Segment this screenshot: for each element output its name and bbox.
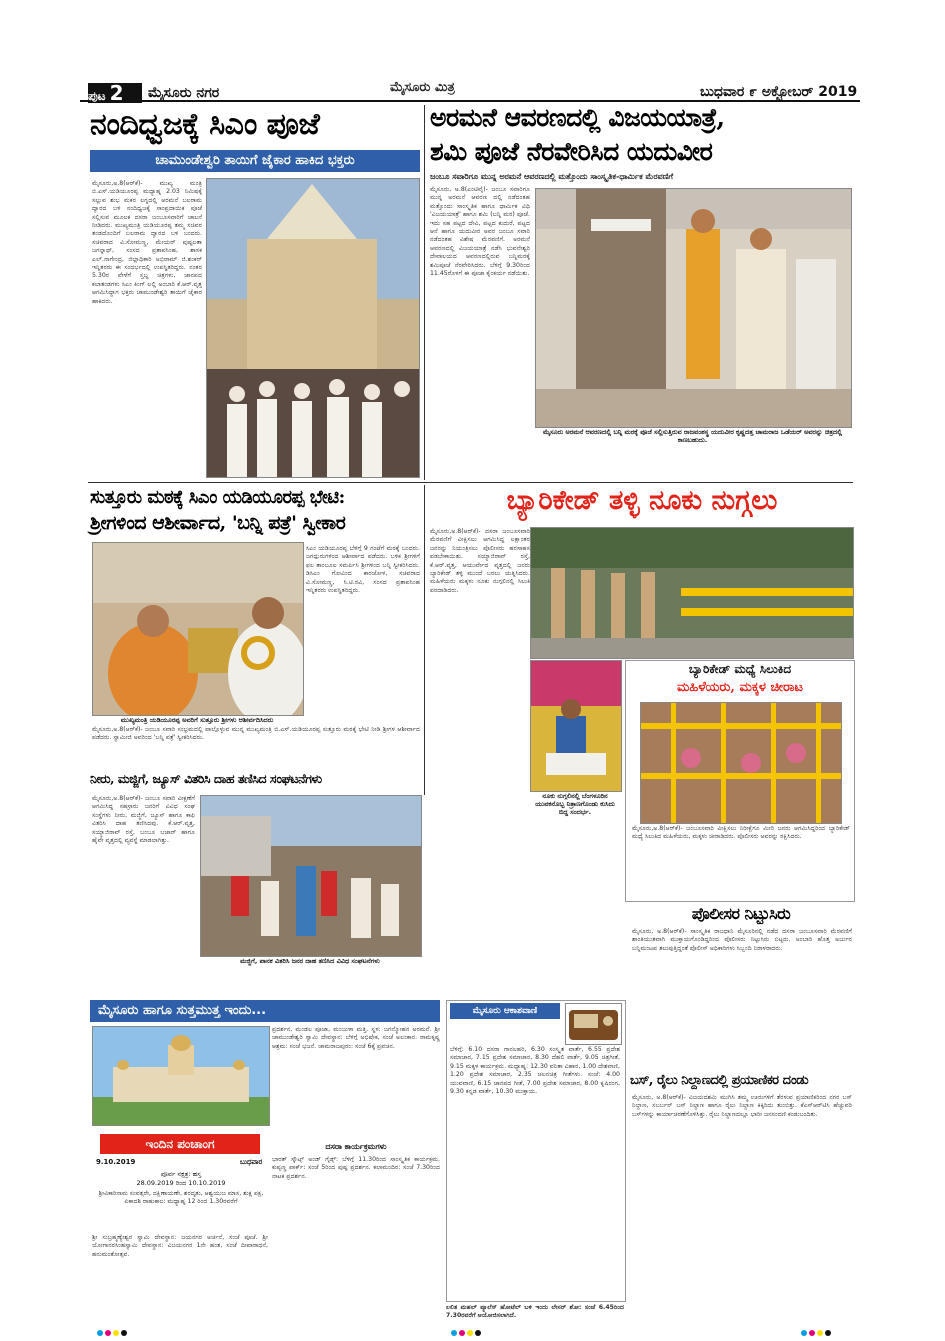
story5-body: ಮೈಸೂರು,ಅ.8(ಆರ್‌ಕೆ)- ದಸರಾ ಜಂಬೂಸವಾರಿ ಮೆರವಣಿಗೆ ವೀಕ್ಷಿಸಲು ಆಗಮಿಸಿದ್ದ ಲಕ್ಷಾಂತರ ಜನರನ್ನು ನಿಯಂತ್ರಿಸಲು ಪೊಲೀಸರು ಹರಸಾಹಸ ಪಡಬೇಕಾಯಿತು. ಸಯ್ಯಾಜಿರಾವ್ ರಸ್ತೆ, ಕೆ.ಆರ್.ವೃತ್ತ, ಆಯುರ್ವೇದ ವೃತ್ತದಲ್ಲಿ ಜನರು ಬ್ಯಾರಿಕೇಡ್ ತಳ್ಳಿ ಮುಂದೆ ಬರಲು ಯತ್ನಿಸಿದರು. ಮಹಿಳೆಯರು ಮಕ್ಕಳು ನೂಕು ನುಗ್ಗಲಿನಲ್ಲಿ ಸಿಲುಕಿ ಪರದಾಡಿದರು. (430, 528, 530, 594)
panchanga-date: 9.10.2019 (96, 1158, 136, 1166)
events-mid-heading: ದಸರಾ ಕಾರ್ಯಕ್ರಮಗಳು (325, 1142, 387, 1151)
panchanga-title: ಇಂದಿನ ಪಂಚಾಂಗ (100, 1134, 260, 1154)
column-rule (424, 105, 425, 480)
page-number: 2 (109, 81, 124, 105)
story3-caption: ಮುಖ್ಯಮಂತ್ರಿ ಯಡಿಯೂರಪ್ಪ ಅವರಿಗೆ ಸುತ್ತೂರು ಶ್ರೀಗಳು ಆಶೀರ್ವದಿಸಿದರು (120, 716, 274, 724)
story4-body-continued (200, 968, 420, 992)
column-rule (424, 485, 425, 795)
story6-headline: ಪೊಲೀಸರ ನಿಟ್ಟುಸಿರು (691, 904, 791, 923)
events-mid-text-2: ಭಾರತ್ ಸ್ಕೌಟ್ಸ್ ಅಂಡ್ ಗೈಡ್ಸ್: ಬೆಳಿಗ್ಗೆ 11.30ರಿಂದ ಸಾಂಸ್ಕೃತಿಕ ಕಾರ್ಯಕ್ರಮ. ಕುಪ್ಪಣ್ಣ ಪಾರ್ಕ್: ಸಂಜೆ 5ರಿಂದ ಪುಷ್ಪ ಪ್ರದರ್ಶನ. ಕಲಾಮಂದಿರ: ಸಂಜೆ 7.30ರಿಂದ ನಾಟಕ ಪ್ರದರ್ಶನ. (272, 1156, 440, 1180)
panchanga-range: 28.09.2019 ರಿಂದ 10.10.2019 (136, 1179, 226, 1187)
page-number-box (88, 83, 142, 103)
story5-sub-photo (640, 702, 842, 824)
story2-photo (535, 188, 852, 428)
radio-title: ಮೈಸೂರು ಆಕಾಶವಾಣಿ (450, 1003, 560, 1019)
registration-marks (96, 1322, 136, 1330)
events-mid-text: ಪ್ರದರ್ಶನ, ಮಂಡಲ ಪೂಜಾ, ಮಂಜುಳಾ ಮತ್ತಿ. ಸ್ಥಳ: ಜಗನ್ಮೋಹನ ಅರಮನೆ. ಶ್ರೀ ಚಾಮುಂಡೇಶ್ವರಿ ಸ್ವಾಮಿ ದೇವಸ್ಥಾನ: ಬೆಳಿಗ್ಗೆ ಅಭಿಷೇಕ, ಸಂಜೆ ಅಲಂಕಾರ. ರಾಮಕೃಷ್ಣ ಆಶ್ರಮ: ಸಂಜೆ ಭಜನೆ. ಚಾಮರಾಜಪುರಂ: ಸಂಜೆ 6ಕ್ಕೆ ಪ್ರವಚನ. (272, 1026, 440, 1050)
story2-headline-2: ಶಮಿ ಪೂಜೆ ನೆರವೇರಿಸಿದ ಯದುವೀರ (430, 137, 713, 166)
story2-subhead: ಜಂಬೂ ಸವಾರಿಗೂ ಮುನ್ನ ಅರಮನೆ ಆವರಣದಲ್ಲಿ ಮತ್ತೊಂದು ಸಾಂಸ್ಕೃತಿಕ-ಧಾರ್ಮಿಕ ಮೆರವಣಿಗೆ (430, 172, 674, 181)
story5-body-continued (430, 828, 625, 980)
story1-subhead: ಚಾಮುಂಡೇಶ್ವರಿ ತಾಯಿಗೆ ಜೈಕಾರ ಹಾಕಿದ ಭಕ್ತರು (90, 150, 420, 172)
story3-photo (92, 542, 304, 716)
story5-photo-caption: ನೂಕು ನುಗ್ಗಲಿನಲ್ಲಿ ಬೆಂಗಳೂರಿನ ಯುವಕನೊಬ್ಬ ನಿತ್ರಾಣಗೊಂಡು ಕುಸಿದು ಬಿದ್ದ ಸಂದರ್ಭ. (535, 792, 615, 816)
section-name: ಮೈಸೂರು ನಗರ (148, 85, 220, 101)
palace-photo (92, 1026, 270, 1126)
story5-photo-youth (530, 660, 622, 792)
registration-marks (800, 1322, 840, 1330)
radio-icon (565, 1003, 622, 1045)
panchanga-nakshatra: ಪೂರ್ವ ನಕ್ಷತ್ರ: ಹಸ್ತ (160, 1170, 202, 1178)
story5-sub-headline-1: ಬ್ಯಾರಿಕೇಡ್ ಮಧ್ಯೆ ಸಿಲುಕಿದ (688, 662, 792, 676)
events-text: ಶ್ರೀ ಸುಬ್ರಹ್ಮಣ್ಯೇಶ್ವರ ಸ್ವಾಮಿ ದೇವಸ್ಥಾನ: ಜಯನಗರ ಅರ್ಚನೆ, ಸಂಜೆ ಪೂಜೆ. ಶ್ರೀ ಯೋಗಾನರಸಿಂಹಸ್ವಾಮಿ ದೇವಸ್ಥಾನ: ವಿಜಯನಗರ 1ನೇ ಹಂತ, ಸಂಜೆ ದೀಪಾರಾಧನೆ, ಹನುಮಂತೋತ್ಸವ. (92, 1234, 268, 1258)
story7-headline: ಬಸ್, ರೈಲು ನಿಲ್ದಾಣದಲ್ಲಿ ಪ್ರಯಾಣಿಕರ ದಂಡು (630, 1073, 809, 1088)
story7-body: ಮೈಸೂರು, ಅ.8(ಆರ್‌ಕೆ)- ವಿಜಯದಶಮಿ ಮುಗಿಸಿ ತಮ್ಮ ಊರುಗಳಿಗೆ ತೆರಳುವ ಪ್ರಯಾಣಿಕರಿಂದ ನಗರ ಬಸ್ ನಿಲ್ದಾಣ, ಸಬರ್ಬನ್ ಬಸ್ ನಿಲ್ದಾಣ ಹಾಗೂ ರೈಲು ನಿಲ್ದಾಣ ಕಿಕ್ಕಿರಿದು ತುಂಬಿತ್ತು. ಕೆಎಸ್‌ಆರ್‌ಟಿಸಿ ಹೆಚ್ಚುವರಿ ಬಸ್‌ಗಳನ್ನು ಕಾರ್ಯಾಚರಣೆಗೊಳಿಸಿತ್ತು. ರೈಲು ನಿಲ್ದಾಣದಲ್ಲೂ ಭಾರೀ ಜನಸಂದಣಿ ಕಂಡುಬಂದಿತು. (632, 1094, 852, 1118)
story1-photo (206, 178, 420, 478)
horizontal-rule (88, 482, 853, 483)
story6-body: ಮೈಸೂರು, ಅ.8(ಆರ್‌ಕೆ)- ಸಾಂಸ್ಕೃತಿಕ ರಾಜಧಾನಿ ಮೈಸೂರಿನಲ್ಲಿ ನಡೆದ ದಸರಾ ಜಂಬೂಸವಾರಿ ಮೆರವಣಿಗೆ ಶಾಂತಿಯುತವಾಗಿ ಮುಕ್ತಾಯಗೊಂಡಿದ್ದರಿಂದ ಪೊಲೀಸರು ನಿಟ್ಟುಸಿರು ಬಿಟ್ಟರು. ಅಂಬಾರಿ ಹೊತ್ತ ಅರ್ಜುನ ಬನ್ನಿಮಂಟಪ ತಲುಪುತ್ತಿದ್ದಂತೆ ಪೊಲೀಸ್ ಅಧಿಕಾರಿಗಳು ಸಿಬ್ಬಂದಿ ನಿರಾಳರಾದರು. (632, 928, 852, 952)
story2-caption: ಮೈಸೂರು ಅರಮನೆ ಆವರಣದಲ್ಲಿ ಬನ್ನಿ ಮರಕ್ಕೆ ಪೂಜೆ ಸಲ್ಲಿಸುತ್ತಿರುವ ರಾಜವಂಶಸ್ಥ ಯದುವೀರ ಕೃಷ್ಣದತ್ತ ಚಾಮರಾಜ ಒಡೆಯರ್ ಅವರನ್ನು ಚಿತ್ರದಲ್ಲಿ ಕಾಣಬಹುದು. (542, 428, 843, 444)
paper-name: ಮೈಸೂರು ಮಿತ್ರ (390, 80, 455, 95)
events-banner: ಮೈಸೂರು ಹಾಗೂ ಸುತ್ತಮುತ್ತ ಇಂದು... (90, 1000, 440, 1022)
story5-photo-crowd (530, 527, 854, 659)
issue-date: ಬುಧವಾರ ೯ ಅಕ್ಟೋಬರ್ 2019 (700, 84, 858, 100)
story1-body: ಮೈಸೂರು,ಅ.8(ಆರ್‌ಕೆ)- ಮುಖ್ಯ ಮಂತ್ರಿ ಬಿ.ಎಸ್.ಯಡಿಯೂರಪ್ಪ ಮಧ್ಯಾಹ್ನ 2.03 ನಿಮಿಷಕ್ಕೆ ಸಲ್ಲುವ ಶುಭ ಮಕರ ಲಗ್ನದಲ್ಲಿ ಅರಮನೆ ಬಲರಾಮ ದ್ವಾರದ ಬಳಿ ನಂದಿಧ್ವಜಕ್ಕೆ ಸಾಂಪ್ರದಾಯಿಕ ಪೂಜೆ ಸಲ್ಲಿಸುವ ಮೂಲಕ ದಸರಾ ಜಂಬೂಸವಾರಿಗೆ ಚಾಲನೆ ನೀಡಿದರು. ಮುಖ್ಯಮಂತ್ರಿ ಯಡಿಯೂರಪ್ಪ ತಮ್ಮ ಸಚಿವರ ತಂಡದೊಂದಿಗೆ ಬಲರಾಮ ದ್ವಾರದ ಬಳಿ ಬಂದರು. ಸಚಿವರಾದ ವಿ.ಸೋಮಣ್ಣ, ಮೇಯರ್ ಪುಷ್ಪಲತಾ ಜಗನ್ನಾಥ್, ಸಂಸದ ಪ್ರತಾಪಸಿಂಹ, ಶಾಸಕ ಎಲ್.ನಾಗೇಂದ್ರ, ಜಿಲ್ಲಾಧಿಕಾರಿ ಅಭಿರಾಮ್ ಜಿ.ಶಂಕರ್ ಇನ್ನಿತರರು ಈ ಸಂದರ್ಭದಲ್ಲಿ ಉಪಸ್ಥಿತರಿದ್ದರು. ನಂತರ 5.30ರ ವೇಳೆಗೆ ಸ್ತಬ್ಧ ಚಿತ್ರಗಳು, ಜಾನಪದ ಕಲಾತಂಡಗಳು ಸಿಎಂ ಕಿಂಗ್ ಲಲ್ಲಿ ಅಂಬಾರಿ ಕೆ.ಆರ್.ವೃತ್ತ ಆಗಮಿಸಿದ್ದಾಗ ಭಕ್ತರು ಚಾಮುಂಡೇಶ್ವರಿ ತಾಯಿಗೆ ಜೈಕಾರ ಹಾಕಿದರು. (92, 180, 202, 305)
story4-body: ಮೈಸೂರು,ಅ.8(ಆರ್‌ಕೆ)- ಜಂಬೂ ಸವಾರಿ ವೀಕ್ಷಣೆಗೆ ಆಗಮಿಸಿದ್ದ ಸಹಸ್ರಾರು ಜನರಿಗೆ ವಿವಿಧ ಸಂಘ ಸಂಸ್ಥೆಗಳು ನೀರು, ಮಜ್ಜಿಗೆ, ಜ್ಯೂಸ್ ಹಾಗೂ ಕಾಫಿ ವಿತರಿಸಿ ದಾಹ ತಣಿಸಿದವು. ಕೆ.ಆರ್.ವೃತ್ತ, ಸಯ್ಯಾಜಿರಾವ್ ರಸ್ತೆ, ಬಂಬೂ ಬಜಾರ್ ಹಾಗೂ ಹೈವೇ ವೃತ್ತದಲ್ಲಿ ವ್ಯವಸ್ಥೆ ಮಾಡಲಾಗಿತ್ತು. (92, 795, 195, 845)
story2-body-continued (535, 450, 850, 480)
story4-caption: ಮಜ್ಜಿಗೆ, ಪಾನಕ ವಿತರಿಸಿ ಜನರ ದಾಹ ತಣಿಸಿದ ವಿವಿಧ ಸಂಘಟನೆಗಳು (240, 957, 380, 965)
story3-body-b: ಮೈಸೂರು,ಅ.8(ಆರ್‌ಕೆ)- ಜಂಬೂ ಸವಾರಿ ಸಂಭ್ರಮದಲ್ಲಿ ಪಾಲ್ಗೊಳ್ಳುವ ಮುನ್ನ ಮುಖ್ಯಮಂತ್ರಿ ಬಿ.ಎಸ್.ಯಡಿಯೂರಪ್ಪ ಸುತ್ತೂರು ಮಠಕ್ಕೆ ಭೇಟಿ ನೀಡಿ ಶ್ರೀಗಳ ಆಶೀರ್ವಾದ ಪಡೆದರು. ಸ್ವಾಮೀಜಿ ಅವರಿಂದ 'ಬನ್ನಿ ಪತ್ರೆ' ಸ್ವೀಕರಿಸಿದರು. (92, 726, 420, 742)
page-label: ಪುಟ (88, 89, 106, 103)
story5-headline: ಬ್ಯಾರಿಕೇಡ್ ತಳ್ಳಿ ನೂಕು ನುಗ್ಗಲು (506, 485, 778, 516)
story1-headline: ನಂದಿಧ್ವಜಕ್ಕೆ ಸಿಎಂ ಪೂಜೆ (90, 107, 320, 142)
story5-sub-body: ಮೈಸೂರು,ಅ.8(ಆರ್‌ಕೆ)- ಜಂಬೂಸವಾರಿ ವೀಕ್ಷಿಸಲು ನಿರೀಕ್ಷೆಗೂ ಮೀರಿ ಜನರು ಆಗಮಿಸಿದ್ದರಿಂದ ಬ್ಯಾರಿಕೇಡ್ ಮಧ್ಯೆ ಸಿಲುಕಿದ ಮಹಿಳೆಯರು, ಮಕ್ಕಳು ಚೀರಾಡಿದರು. ಪೊಲೀಸರು ಅವರನ್ನು ರಕ್ಷಿಸಿದರು. (632, 825, 850, 841)
story4-photo (200, 795, 422, 957)
story3-headline-2: ಶ್ರೀಗಳಿಂದ ಆಶೀರ್ವಾದ, 'ಬನ್ನಿ ಪತ್ರೆ' ಸ್ವೀಕಾರ (90, 512, 346, 534)
story4-headline: ನೀರು, ಮಜ್ಜಿಗೆ, ಜ್ಯೂಸ್ ವಿತರಿಸಿ ದಾಹ ತಣಿಸಿದ ಸಂಘಟನೆಗಳು (90, 771, 322, 786)
story2-headline-1: ಅರಮನೆ ಆವರಣದಲ್ಲಿ ವಿಜಯಯಾತ್ರೆ, (430, 103, 725, 132)
registration-marks (450, 1322, 490, 1330)
story3-headline-1: ಸುತ್ತೂರು ಮಠಕ್ಕೆ ಸಿಎಂ ಯಡಿಯೂರಪ್ಪ ಭೇಟಿ: (90, 487, 345, 508)
story5-sub-headline-2: ಮಹಿಳೆಯರು, ಮಕ್ಕಳ ಚೀರಾಟ (677, 680, 803, 695)
footnote: ಲಲಿತ ಮಹಲ್ ಪ್ಯಾಲೆಸ್ ಹೋಟೆಲ್ ಬಳಿ ಇಂದು ಲೇಸರ್ ಶೋ: ಸಂಜೆ 6.45ರಿಂದ 7.30ರವರೆಗೆ ಆಯೋಜಿಸಲಾಗಿದೆ. (446, 1304, 624, 1320)
panchanga-text: ಶ್ರೀವಿಕಾರಿನಾಮ ಸಂವತ್ಸರೇ, ದಕ್ಷಿಣಾಯಣೇ, ಶರದೃತು, ಆಶ್ವಯುಜ ಮಾಸ, ಶುಕ್ಲ ಪಕ್ಷ, ಏಕಾದಶಿ ರಾಹುಕಾಲ: ಮಧ್ಯಾಹ್ನ 12 ರಿಂದ 1.30ರವರೆಗೆ (98, 1190, 264, 1206)
story3-body-a: ಸಿಎಂ ಯಡಿಯೂರಪ್ಪ ಬೆಳಿಗ್ಗೆ 9 ಗಂಟೆಗೆ ಮಠಕ್ಕೆ ಬಂದರು. ಜಗದ್ಗುರುಗಳಿಂದ ಆಶೀರ್ವಾದ ಪಡೆದರು. ಬಳಿಕ ಶ್ರೀಗಳಿಗೆ ಫಲ ತಾಂಬೂಲ ಸಮರ್ಪಿಸಿ ಶ್ರೀಗಳಿಂದ ಬನ್ನಿ ಸ್ವೀಕರಿಸಿದರು. ಡಿಸಿಎಂ ಗೋವಿಂದ ಕಾರಜೋಳ, ಸಚಿವರಾದ ವಿ.ಸೋಮಣ್ಣ, ಸಿ.ಟಿ.ರವಿ, ಸಂಸದ ಪ್ರತಾಪಸಿಂಹ ಇನ್ನಿತರರು ಉಪಸ್ಥಿತರಿದ್ದರು. (306, 545, 420, 595)
story2-body: ಮೈಸೂರು, ಅ.8(ಎಂಟಿವೈ)- ಜಂಬೂ ಸವಾರಿಗೂ ಮುನ್ನ ಅರಮನೆ ಆವರಣ ದಲ್ಲಿ ನಡೆದಂತಹ ಮತ್ತೊಂದು ಸಾಂಸ್ಕೃತಿಕ ಹಾಗೂ ಧಾರ್ಮಿಕ ವಿಧಿ 'ವಿಜಯಯಾತ್ರೆ' ಹಾಗೂ ಶಮಿ (ಬನ್ನಿ ಮರ) ಪೂಜೆ. ಇದು ಸಹ ಪಟ್ಟದ ದೇವಿ, ಪಟ್ಟದ ಕುದುರೆ, ಪಟ್ಟದ ಆನೆ ಹಾಗೂ ಯದುವೀರ ಅವರ ಜಂಬೂ ಸವಾರಿ ನಡೆದಂತಹ ವಿಶೇಷ ಮೆರವಣಿಗೆ. ಅರಮನೆ ಆವರಣದಲ್ಲಿ ವಿಜಯಯಾತ್ರೆ ನಡೆಸಿ ಭುವನೇಶ್ವರಿ ದೇವಾಲಯದ ಆವರಣದಲ್ಲಿರುವ ಬನ್ನಿಮರಕ್ಕೆ ಶಮಿಪೂಜೆ ನೆರವೇರಿಸಿದರು. ಬೆಳಿಗ್ಗೆ 9.30ರಿಂದ 11.45ರೊಳಗೆ ಈ ಪೂಜಾ ಕೈಂಕರ್ಯ ನಡೆಯಿತು. (430, 186, 530, 278)
panchanga-day: ಬುಧವಾರ (240, 1158, 263, 1166)
radio-body: ಬೆಳಿಗ್ಗೆ: 6.10 ದಸರಾ ಗಾನಲಹರಿ, 6.30 ಸಂಸ್ಕೃತ ವಾರ್ತೆ, 6.55 ಪ್ರದೇಶ ಸಮಾಚಾರ, 7.15 ಪ್ರದೇಶ ಸಮಾಚಾರ, 8.30 ದೆಹಲಿ ವಾರ್ತೆ, 9.05 ಚಿತ್ರಗೀತೆ, 9.15 ಮಕ್ಕಳ ಕಾರ್ಯಕ್ರಮ. ಮಧ್ಯಾಹ್ನ: 12.30 ವನಿತಾ ವಿಹಾರ, 1.00 ದೇಶವಾಣಿ, 1.20 ಪ್ರದೇಶ ಸಮಾಚಾರ, 2.35 ಚಲನಚಿತ್ರ ಗೀತೆಗಳು. ಸಂಜೆ: 4.00 ಯುವವಾಣಿ, 6.15 ಜಾನಪದ ಗೀತೆ, 7.00 ಪ್ರದೇಶ ಸಮಾಚಾರ, 8.00 ಕೃಷಿರಂಗ, 9.30 ಕನ್ನಡ ವಾರ್ತೆ, 10.30 ಮುಕ್ತಾಯ. (450, 1046, 620, 1096)
